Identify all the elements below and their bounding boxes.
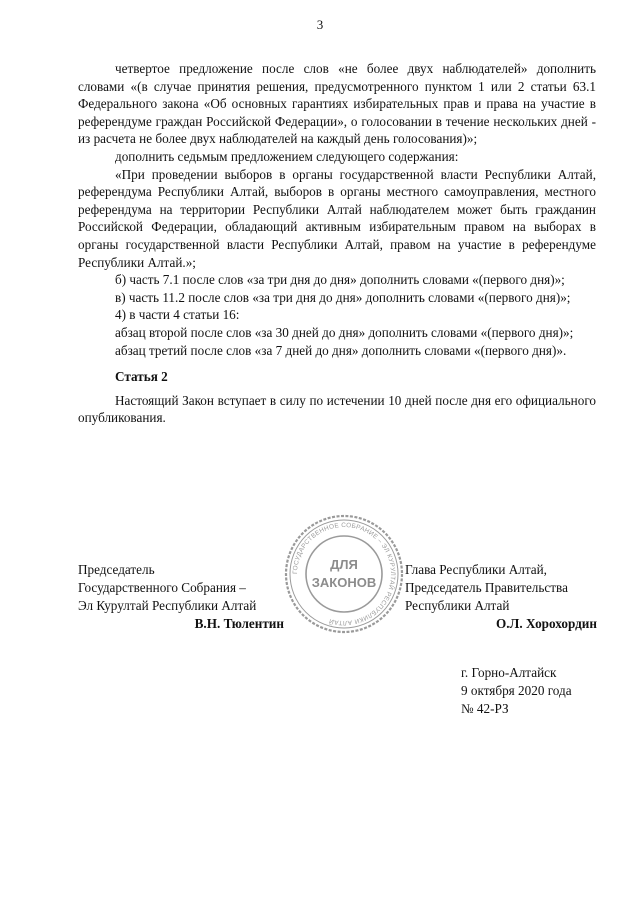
page-number: 3 [316,17,324,32]
paragraph: в) часть 11.2 после слов «за три дня до дня» дополнить словами «(первого дня)»; [115,289,571,305]
article-heading: Статья 2 [115,369,168,385]
law-number: № 42-РЗ [461,701,509,716]
document-body [78,60,596,427]
stamp-inner-ring [306,536,382,612]
signature-left-name: В.Н. Тюлентин [194,616,284,631]
date: 9 октября 2020 года [461,683,572,698]
paragraph: «При проведении выборов в органы государственной власти Республики Алтай, референдума Республики Алтай, выборов в органы местного самоуправления, местного референдума на территории Республики Алтай наблюдателем может быть гражданин Российской Федерации, обладающий активным избирательным правом на выборах в органы государственной власти Республики Алтай, правом на участие в референдуме Республики Алтай.»; [78,166,596,270]
stamp-outer-ring [286,516,402,632]
signature-left-title: Государственного Собрания – [78,580,246,595]
signature-right-title: Председатель Правительства [405,580,568,595]
article-text: Настоящий Закон вступает в силу по истечении 10 дней после дня его официального опубликования. [78,392,596,426]
official-stamp [282,512,406,636]
place-date-block [461,664,572,718]
signature-left [78,561,284,633]
paragraph: четвертое предложение после слов «не более двух наблюдателей» дополнить словами «(в случае принятия решения, предусмотренного пунктом 1 или 2 статьи 63.1 Федерального закона «Об основных гарантиях избирательных прав и права на участие в референдуме граждан Российской Федерации», о голосовании в течение нескольких дней - из расчета не более двух наблюдателей на каждый день голосования)»; [78,61,596,147]
paragraph: б) часть 7.1 после слов «за три дня до дня» дополнить словами «(первого дня)»; [115,272,565,288]
signature-left-title: Председатель [78,562,155,577]
stamp-word-2: ЗАКОНОВ [311,575,377,590]
signature-right-title: Республики Алтай [405,598,510,613]
paragraph: абзац второй после слов «за 30 дней до дня» дополнить словами «(первого дня)»; [115,324,574,340]
signature-right [405,561,597,633]
signature-right-name: О.Л. Хорохордин [496,616,597,631]
paragraph: абзац третий после слов «за 7 дней до дня» дополнить словами «(первого дня)». [115,342,567,358]
city: г. Горно-Алтайск [461,665,557,680]
signature-right-title: Глава Республики Алтай, [405,562,547,577]
stamp-ring-text: ГОСУДАРСТВЕННОЕ СОБРАНИЕ – ЭЛ КУРУЛТАЙ РЕСПУБЛИКИ АЛТАЙ [291,521,397,627]
stamp-word-1: ДЛЯ [330,557,358,572]
paragraph: 4) в части 4 статьи 16: [115,307,240,323]
signature-left-title: Эл Курултай Республики Алтай [78,598,257,613]
paragraph: дополнить седьмым предложением следующего содержания: [115,148,459,164]
